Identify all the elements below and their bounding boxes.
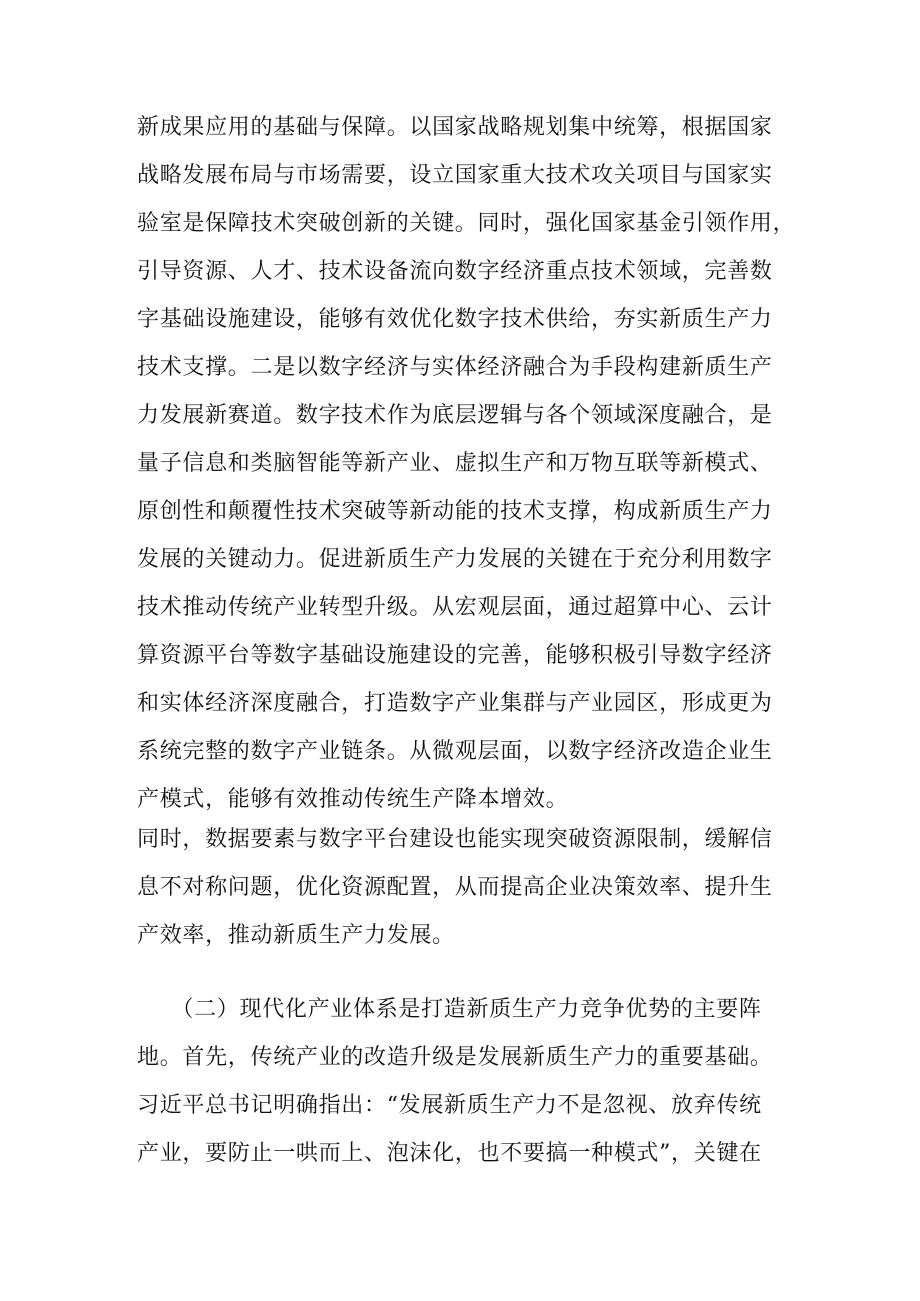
text-line: 息不对称问题，优化资源配置，从而提高企业决策效率、提升生: [137, 875, 773, 900]
body-paragraph: [137, 104, 797, 824]
body-paragraph: [137, 986, 797, 1178]
text-line: 地。首先，传统产业的改造升级是发展新质生产力的重要基础。: [137, 1045, 773, 1070]
text-line: 技术支撑。二是以数字经济与实体经济融合为手段构建新质生产: [137, 355, 773, 380]
text-line: 量子信息和类脑智能等新产业、虚拟生产和万物互联等新模式、: [137, 451, 773, 476]
text-line: 和实体经济深度融合，打造数字产业集群与产业园区，形成更为: [137, 691, 773, 716]
text-line: 原创性和颠覆性技术突破等新动能的技术支撑，构成新质生产力: [137, 499, 773, 524]
text-line: 力发展新赛道。数字技术作为底层逻辑与各个领域深度融合，是: [137, 403, 773, 428]
text-line: 发展的关键动力。促进新质生产力发展的关键在于充分利用数字: [137, 547, 773, 572]
text-line: 字基础设施建设，能够有效优化数字技术供给，夯实新质生产力: [137, 307, 773, 332]
text-line: 战略发展布局与市场需要，设立国家重大技术攻关项目与国家实: [137, 163, 773, 188]
text-line: 同时，数据要素与数字平台建设也能实现突破资源限制，缓解信: [137, 827, 773, 852]
text-line: 系统完整的数字产业链条。从微观层面，以数字经济改造企业生: [137, 739, 773, 764]
text-line: 产模式，能够有效推动传统生产降本增效。: [137, 787, 569, 812]
body-paragraph: [137, 816, 797, 960]
text-line: 验室是保障技术突破创新的关键。同时，强化国家基金引领作用，: [137, 211, 796, 236]
text-line: 习近平总书记明确指出：“发展新质生产力不是忽视、放弃传统: [137, 1093, 762, 1118]
text-line: 引导资源、人才、技术设备流向数字经济重点技术领域，完善数: [137, 259, 773, 284]
text-line: 产业，要防止一哄而上、泡沫化，也不要搞一种模式”，关键在: [137, 1141, 762, 1166]
text-line: 产效率，推动新质生产力发展。: [137, 923, 455, 948]
text-line: 算资源平台等数字基础设施建设的完善，能够积极引导数字经济: [137, 643, 773, 668]
text-line: （二）现代化产业体系是打造新质生产力竞争优势的主要阵: [137, 997, 762, 1022]
text-line: 新成果应用的基础与保障。以国家战略规划集中统筹，根据国家: [137, 115, 773, 140]
text-line: 技术推动传统产业转型升级。从宏观层面，通过超算中心、云计: [137, 595, 773, 620]
